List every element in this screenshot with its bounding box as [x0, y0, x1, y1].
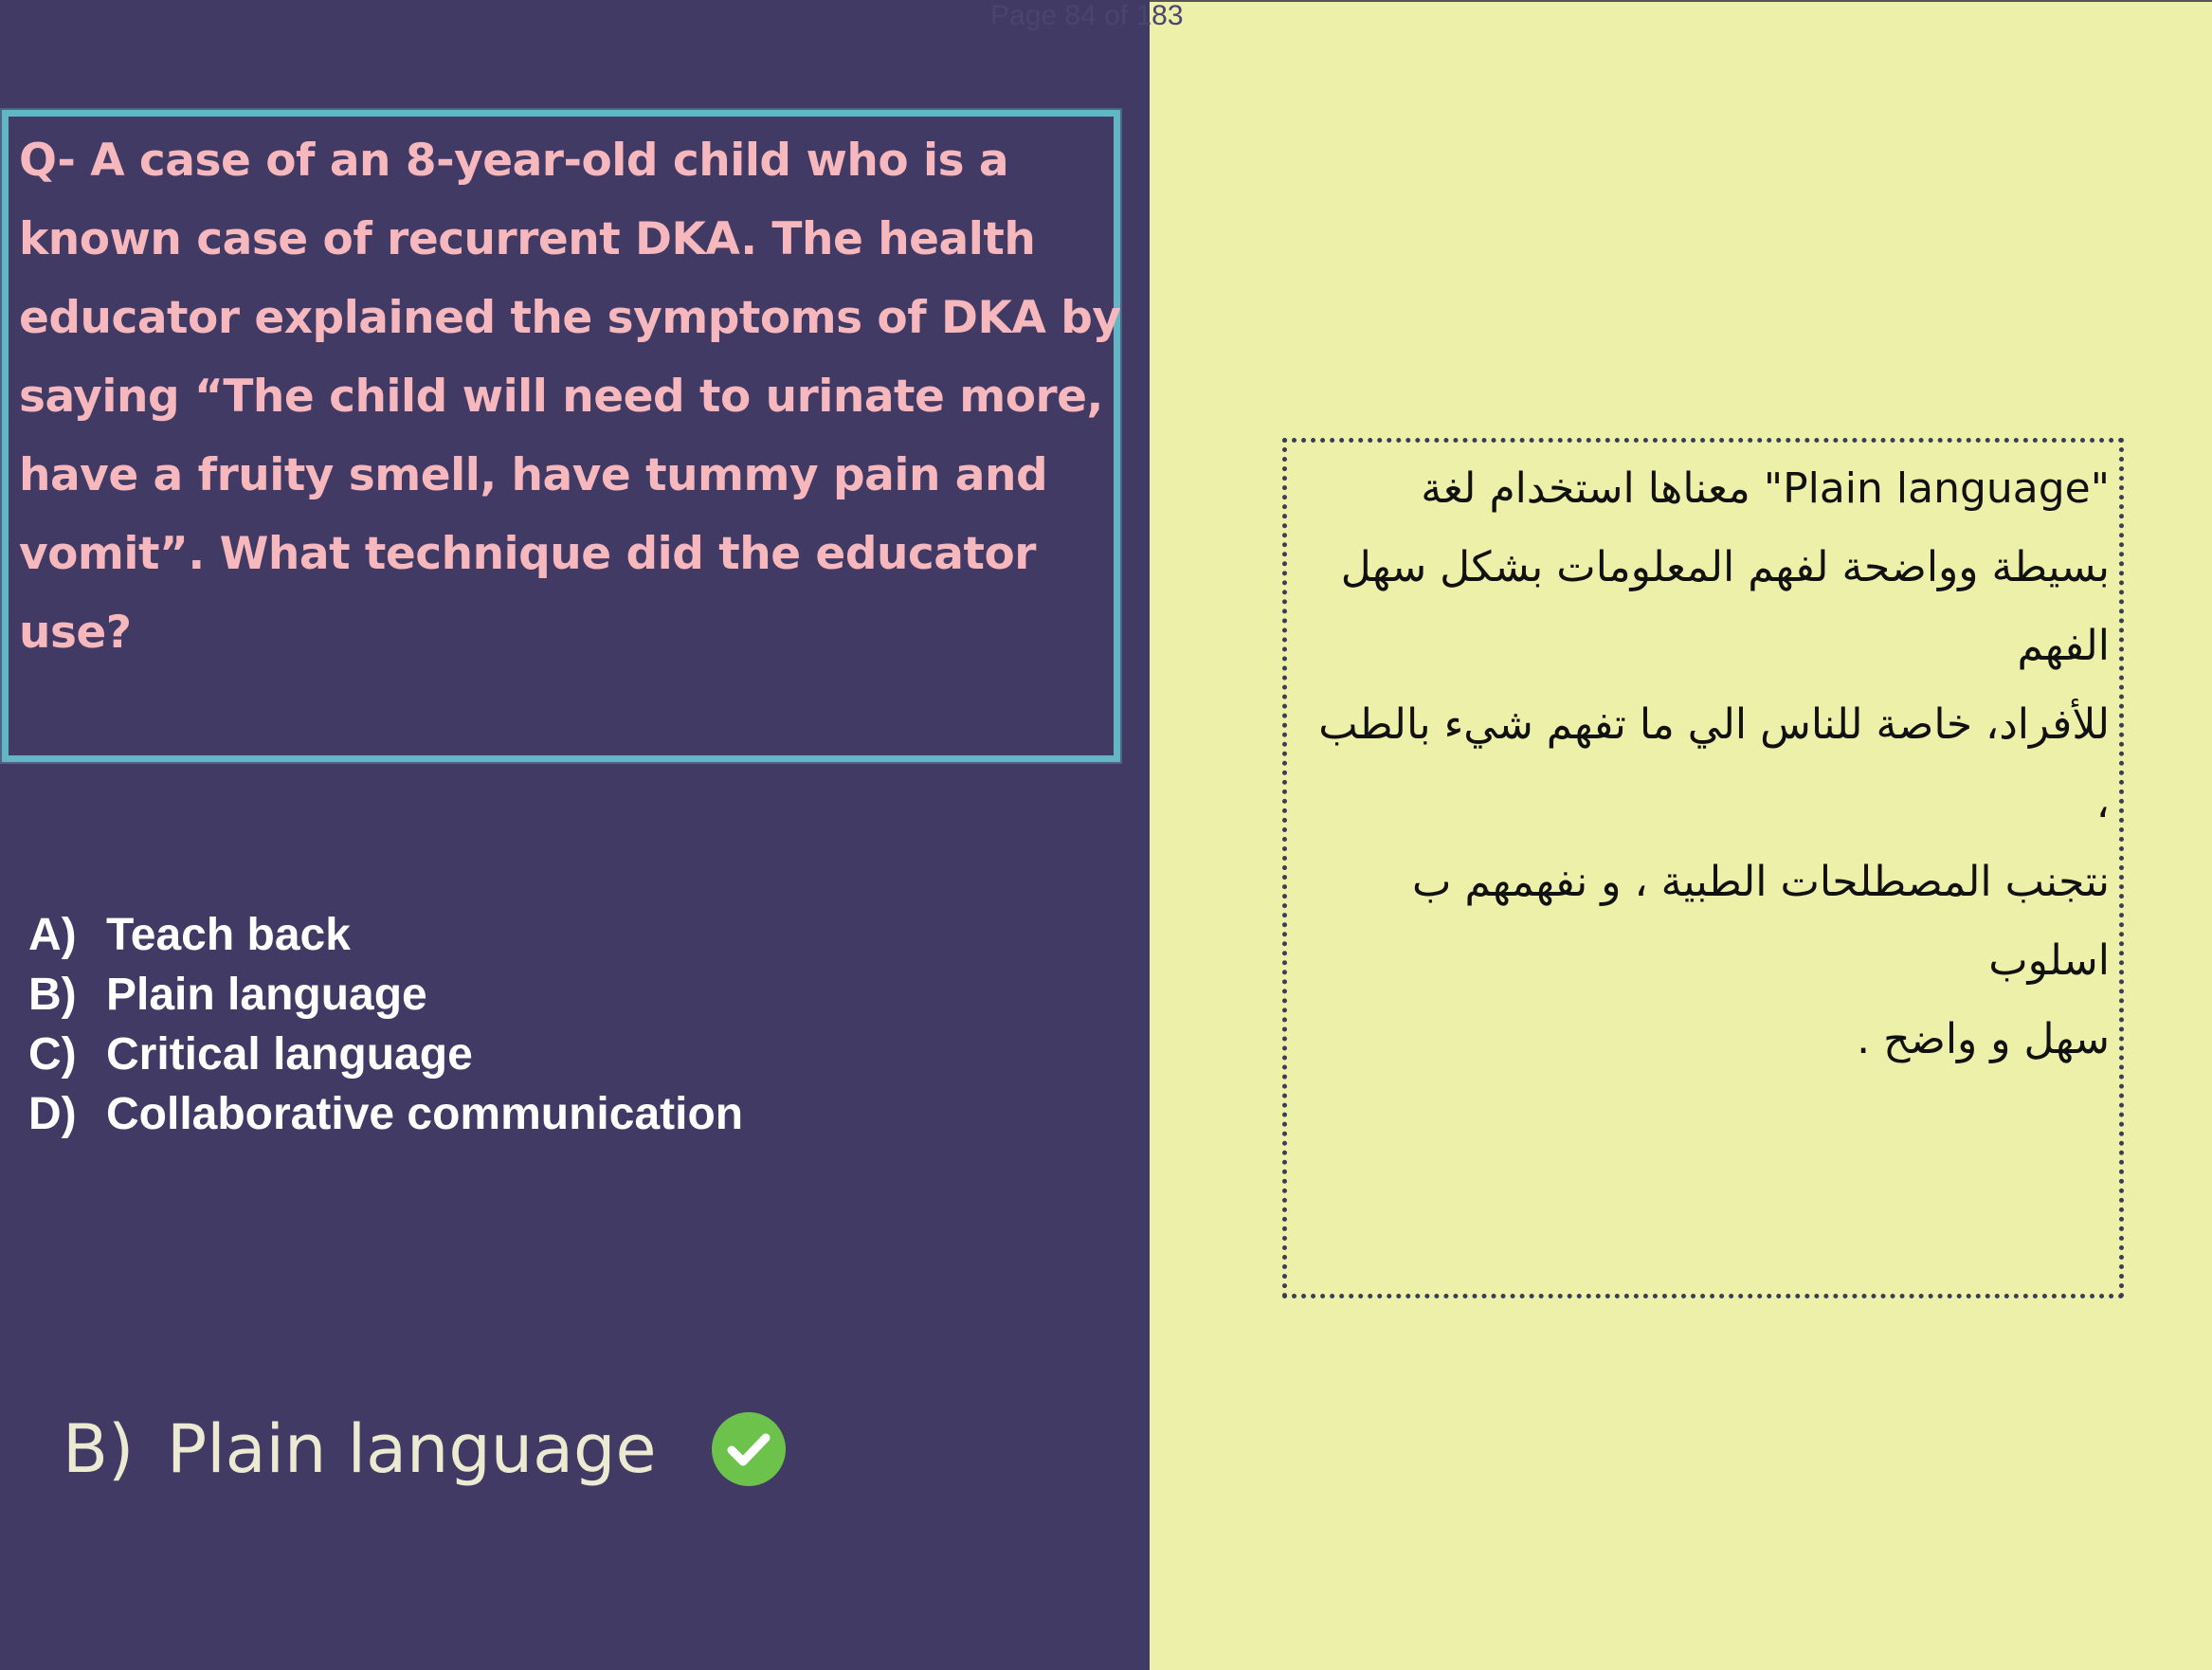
explanation-line: نتجنب المصطلحات الطبية ، و نفهمهم ب اسلوب — [1412, 858, 2110, 985]
top-divider — [1150, 0, 2212, 2]
option-text: Teach back — [106, 910, 351, 960]
option-text: Critical language — [106, 1029, 473, 1080]
question-line: educator explained the symptoms of DKA by — [19, 292, 1121, 344]
explanation-line: "Plain language" معناها استخدام لغة — [1421, 464, 2110, 513]
answer-letter: B) — [63, 1410, 135, 1488]
check-circle-icon — [712, 1412, 786, 1486]
page-label: Page 84 of 183 — [990, 0, 1184, 31]
question-line: have a fruity smell, have tummy pain and — [19, 449, 1048, 501]
option-c[interactable] — [28, 1025, 743, 1084]
option-text: Collaborative communication — [106, 1089, 744, 1139]
option-letter: A) — [28, 910, 77, 960]
question-line: saying “The child will need to urinate more, — [19, 371, 1103, 423]
option-letter: D) — [28, 1089, 77, 1139]
option-b[interactable] — [28, 965, 743, 1025]
question-text — [19, 121, 1128, 672]
question-line: known case of recurrent DKA. The health — [19, 213, 1036, 265]
option-d[interactable] — [28, 1084, 743, 1144]
option-letter: B) — [28, 970, 77, 1020]
explanation-line: للأفراد، خاصة للناس الي ما تفهم شيء بالطب ، — [1318, 700, 2110, 827]
explanation-line: سهل و واضح . — [1857, 1015, 2110, 1063]
option-text: Plain language — [106, 970, 427, 1020]
correct-answer — [63, 1410, 786, 1488]
answer-options — [28, 905, 743, 1144]
question-line: Q- A case of an 8-year-old child who is a — [19, 135, 1009, 187]
explanation-text — [1296, 449, 2110, 1079]
option-letter: C) — [28, 1029, 77, 1080]
explanation-line: بسيطة وواضحة لفهم المعلومات بشكل سهل الفهم — [1340, 543, 2110, 670]
answer-text: Plain language — [167, 1410, 657, 1488]
option-a[interactable] — [28, 905, 743, 965]
question-line: vomit”. What technique did the educator use? — [19, 528, 1036, 659]
